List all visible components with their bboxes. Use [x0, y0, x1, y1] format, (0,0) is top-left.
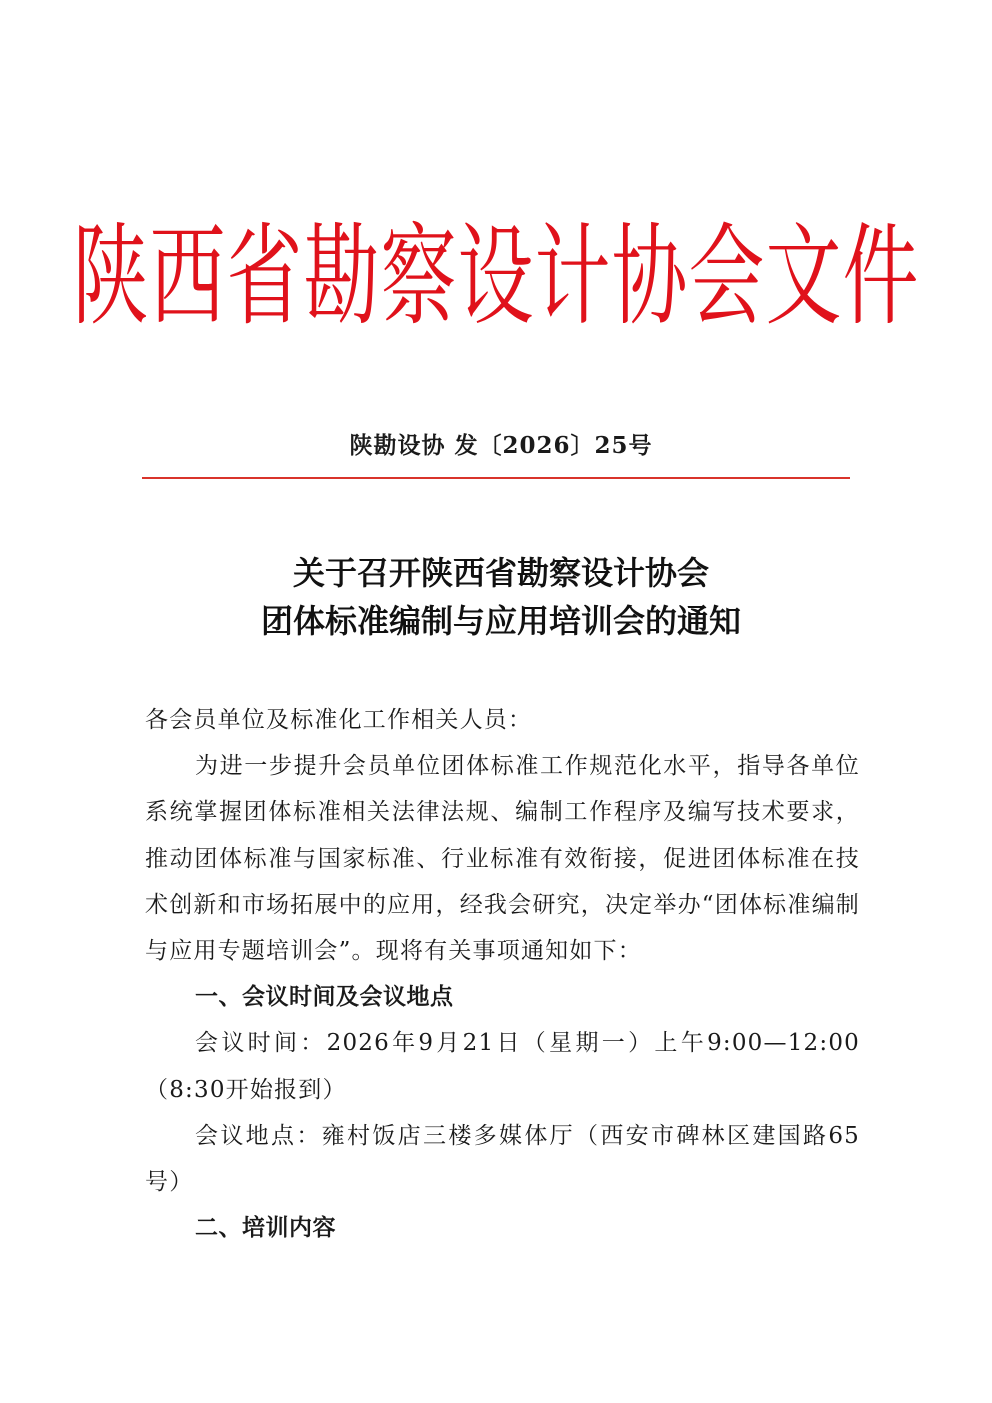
document-number: 陕勘设协 发〔2026〕25号	[349, 432, 653, 459]
salutation: 各会员单位及标准化工作相关人员：	[145, 707, 533, 733]
intro-paragraph: 为进一步提升会员单位团体标准工作规范化水平，指导各单位系统掌握团体标准相关法律法规、编制工作程序及编写技术要求，推动团体标准与国家标准、行业标准有效衔接，促进团体标准在技术创新和市场拓展中的应用，经我会研究，决定举办“团体标准编制与应用专题培训会”。现将有关事项通知如下：	[145, 753, 860, 965]
notice-title-line-2: 团体标准编制与应用培训会的通知	[260, 602, 741, 640]
section-heading-1: 一、会议时间及会议地点	[195, 984, 454, 1011]
red-divider-line	[142, 477, 850, 479]
issuer-title: 陕西省勘察设计协会文件	[72, 211, 920, 341]
notice-body	[145, 697, 860, 1251]
meeting-location-paragraph: 会议地点：雍村饭店三楼多媒体厅（西安市碑林区建国路65号）	[145, 1122, 860, 1196]
meeting-time-paragraph: 会议时间：2026年9月21日（星期一）上午9:00—12:00（8:30开始报到）	[145, 1030, 860, 1103]
notice-title-line-1: 关于召开陕西省勘察设计协会	[292, 554, 709, 592]
section-heading-2: 二、培训内容	[195, 1215, 336, 1242]
issuer-masthead	[0, 212, 992, 342]
